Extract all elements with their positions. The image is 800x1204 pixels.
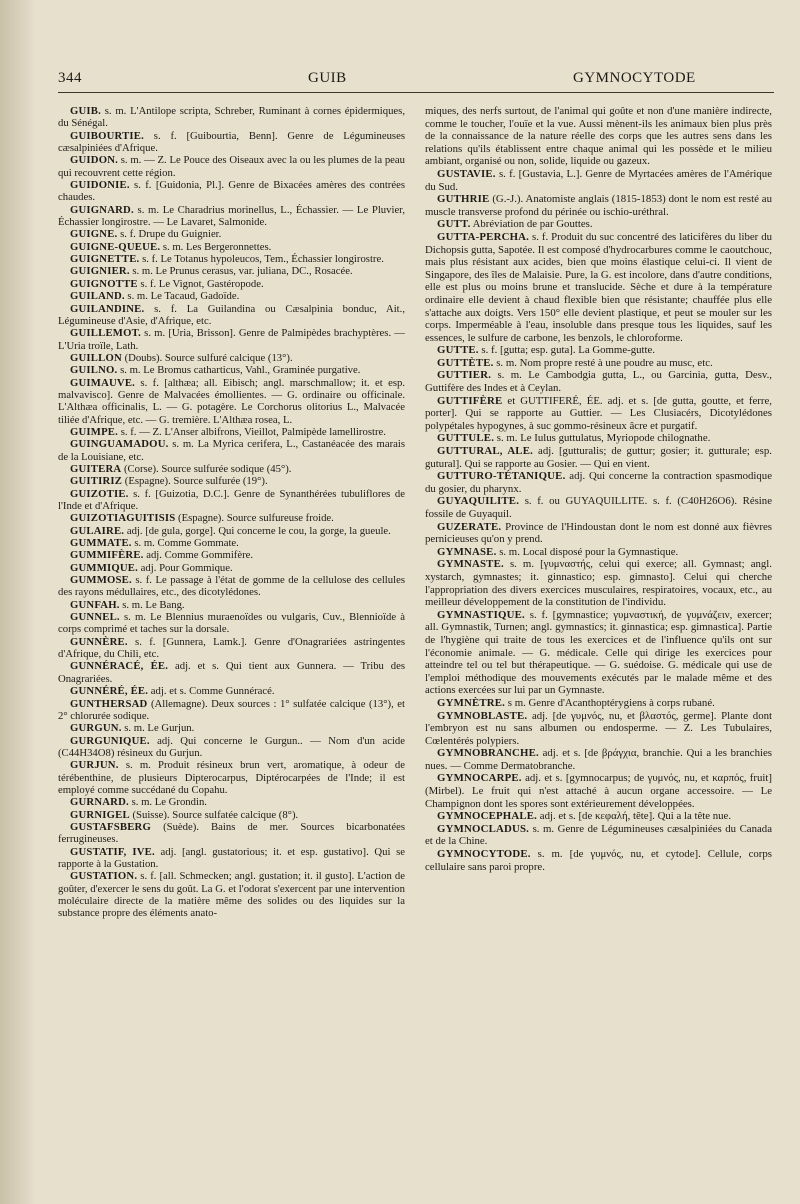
entry-definition: (G.-J.). Anatomiste anglais (1815-1853) dont le nom est resté au muscle transverse profond du périnée ou ischio-uréthral. <box>425 193 772 218</box>
entry-headword: GUTTURAL, ALE. <box>437 445 534 458</box>
entry-definition: s. m. Le Tacaud, Gadoïde. <box>124 290 240 303</box>
entry-definition: adj. et s. [de βράγχια, branchie. Qui a les branchies nues. — Comme Dermatobranche. <box>425 747 772 772</box>
dictionary-entry <box>58 438 405 463</box>
dictionary-entry <box>58 488 405 513</box>
entry-definition: s. f. [Guibourtia, Benn]. Genre de Légumineuses cæsalpiniées d'Afrique. <box>58 129 405 155</box>
running-head-left: GUIB <box>308 70 347 86</box>
dictionary-entry <box>425 823 772 848</box>
entry-headword: GUITIRIZ <box>70 475 123 488</box>
entry-headword: GYMNOCYTODE. <box>437 848 531 861</box>
entry-definition: s. f. Le passage à l'état de gomme de la cellulose des cellules des rayons médullaires, etc., des dicotylédones. <box>58 574 405 599</box>
dictionary-entry <box>58 278 405 290</box>
entry-headword: GUMMIFÈRE. <box>70 549 144 562</box>
entry-definition: s. f. Le Totanus hypoleucos, Tem., Échassier longirostre. <box>139 253 384 266</box>
dictionary-entry <box>425 697 772 710</box>
left-column <box>58 105 405 920</box>
entry-headword: GUTHRIE <box>437 193 490 206</box>
entry-definition: s. f. [Gustavia, L.]. Genre de Myrtacées amères de l'Amérique du Sud. <box>425 167 772 193</box>
entry-definition: adj. Pour Gommique. <box>138 561 233 574</box>
dictionary-entry <box>425 710 772 748</box>
entry-headword: GULAIRE. <box>70 524 125 537</box>
dictionary-entry <box>425 470 772 495</box>
dictionary-entry <box>58 846 405 871</box>
dictionary-entry <box>58 660 405 685</box>
entry-headword: GUINGUAMADOU. <box>70 438 169 451</box>
entry-headword: GUILNO. <box>70 364 118 377</box>
entry-definition: adj. Qui concerne la contraction spasmodique du gosier, du pharynx. <box>425 470 772 495</box>
entry-definition: adj. et s. Qui tient aux Gunnera. — Tribu des Onagrariées. <box>58 660 405 685</box>
dictionary-entry <box>58 475 405 487</box>
entry-definition: s. m. Le Blennius muraenoïdes ou vulgaris, Cuv., Blennioïde à corps comprimé et taches sur la dorsale. <box>58 611 405 636</box>
entry-definition: s. m. Nom propre resté à une poudre au musc, etc. <box>493 356 713 369</box>
entry-headword: GYMNOBLASTE. <box>437 709 528 722</box>
dictionary-entry <box>58 636 405 661</box>
dictionary-entry <box>425 495 772 520</box>
dictionary-entry <box>58 735 405 760</box>
entry-definition: s. f. Produit du suc concentré des laticifères du liber du Dichopsis gutta, Sapotée. Il est composé d'hydrocarbures comme le caoutchouc, mais plus résistant aux acides, bien que moins élastique celui-ci. Il vient de Singapore, des îles de Malaisie. Pure, la G. est incolore, dans d'autre conditions, elle est plus ou moins brune et translucide. Sèche et dure à la température ordinaire elle devient à chaud flexible bien que résistante; chauffée plus elle s'attache aux doigts. Vers 150° elle devient plastique, et peut se mouler sur les corps. Imperméable à l'eau, insoluble dans presque tous les liquides, sauf les essences, le sulfure de carbone, les benzols, le chloroforme. <box>425 230 772 344</box>
entry-definition: s. f. [Guidonia, Pl.]. Genre de Bixacées amères des contrées chaudes. <box>58 179 405 204</box>
dictionary-entry <box>425 432 772 445</box>
dictionary-entry <box>425 747 772 772</box>
dictionary-entry <box>425 231 772 344</box>
entry-headword: GUTTULE. <box>437 432 495 445</box>
dictionary-entry <box>58 241 405 253</box>
entry-headword: GUNTHERSAD <box>70 697 148 710</box>
entry-definition: s. m. Genre de Légumineuses cæsalpiniées du Canada et de la Chine. <box>425 822 772 848</box>
entry-definition: Province de l'Hindoustan dont le nom est donné aux fièvres pernicieuses qu'on y prend. <box>425 520 772 546</box>
dictionary-entry <box>425 369 772 394</box>
entry-definition: s. m. [γυμναστής, celui qui exerce; all. Gymnast; angl. xystarch, gymnastes; it. ginnastico; esp. gimnasto]. Celui qui cherche l'appropriation des divers exercices musculaires, respiratoires, vocaux, etc., au meilleur développement de la constitution de l'individu. <box>425 558 772 609</box>
entry-headword: GYMNASE. <box>437 545 497 558</box>
entry-definition: s. f. [gymnastice; γυμναστική, de γυμνάζειν, exercer; all. Gymnastik, Turnen; angl. gymnastics; it. ginnastica; esp. gimnastica]. Partie de l'hygiène qui traite de tous les exercices et de l'influence qu'ils ont sur l'économie animale. — G. médicale. Celle qui dirige les exercices pour atteindre tel ou tel but thérapeutique. — G. suédoise. G. médicale qui use de l'emploi méthodique des mouvements exécutés par le malade même et des actions exercées sur lui par un Gymnaste. <box>425 608 772 697</box>
entry-definition: miques, des nerfs surtout, de l'animal qui goûte et non d'une manière indirecte, comme le toucher, l'ouïe et la vue. Aussi mènent-ils les animaux bien plus près de la connaissance de la nature réelle des corps que les autres sens dans les relations qu'ils établissent entre chaque animal qui les possède et le milieu ambiant, organisé ou non, solide, liquide ou gazeux. <box>425 105 772 168</box>
dictionary-entry <box>58 204 405 229</box>
dictionary-entry <box>58 549 405 561</box>
entry-definition: s. m. — Z. Le Pouce des Oiseaux avec la ou les plumes de la peau qui recouvrent cette région. <box>58 154 405 179</box>
entry-headword: GUIBOURTIE. <box>70 129 144 142</box>
dictionary-entry <box>58 364 405 376</box>
entry-definition: (Espagne). Source sulfureuse froide. <box>175 512 334 525</box>
page-header <box>58 62 774 93</box>
entry-definition: adj. [de gula, gorge]. Qui concerne le cou, la gorge, la gueule. <box>124 524 391 537</box>
entry-headword: GURGUN. <box>70 722 122 735</box>
entry-headword: GUNNÉRACÉ, ÉE. <box>70 660 169 673</box>
entry-definition: s. m. Le Bang. <box>119 598 185 611</box>
dictionary-entry <box>58 685 405 697</box>
entry-definition: adj. Qui concerne le Gurgun.. — Nom d'un acide (C44H34O8) résineux du Gurjun. <box>58 734 405 759</box>
right-column <box>425 105 772 920</box>
entry-headword: GUTTA-PERCHA. <box>437 230 530 243</box>
entry-headword: GUSTATION. <box>70 870 138 883</box>
dictionary-entry <box>58 463 405 475</box>
dictionary-entry <box>58 303 405 328</box>
dictionary-entry <box>425 609 772 697</box>
entry-headword: GUIGNIER. <box>70 265 130 278</box>
dictionary-entry <box>58 130 405 155</box>
entry-definition: s. f. ou GUYAQUILLITE. s. f. (C40H26O6). Résine fossile de Guyaquil. <box>425 495 772 520</box>
entry-headword: GUILLEMOT. <box>70 327 141 340</box>
entry-definition: s. f. [gutta; esp. guta]. La Gomme-gutte. <box>478 344 656 357</box>
entry-definition: Abréviation de par Gouttes. <box>470 218 593 231</box>
dictionary-entry <box>58 105 405 130</box>
entry-headword: GUTTURO-TÉTANIQUE. <box>437 470 566 483</box>
text-columns <box>58 105 774 920</box>
entry-definition: s. f. [Gunnera, Lamk.]. Genre d'Onagrariées astringentes d'Afrique, du Chili, etc. <box>58 635 405 661</box>
entry-headword: GYMNOCLADUS. <box>437 822 530 835</box>
dictionary-entry <box>58 562 405 574</box>
dictionary-entry <box>425 357 772 370</box>
entry-headword: GURGUNIQUE. <box>70 734 150 747</box>
running-head-right: GYMNOCYTODE <box>573 70 696 86</box>
entry-definition: s m. Genre d'Acanthoptérygiens à corps rubané. <box>505 696 715 709</box>
entry-definition: adj. [de γυμνός, nu, et βλαστός, germe]. Plante dont l'embryon est nu sans albumen ou endosperme. — Z. Les Tubulaires, Cœlentérés polypiers. <box>425 709 772 747</box>
dictionary-entry <box>58 759 405 796</box>
entry-definition: s. m. [de γυμνός, nu, et cytode]. Cellule, corps cellulaire sans paroi propre. <box>425 848 772 873</box>
entry-definition: s. m. Local disposé pour la Gymnastique. <box>496 545 679 558</box>
entry-definition: s. f. [Guizotia, D.C.]. Genre de Synanthérées tubuliflores de l'Inde et d'Afrique. <box>58 487 405 512</box>
page-number: 344 <box>58 70 82 86</box>
entry-headword: GUSTAVIE. <box>437 167 496 180</box>
entry-headword: GURNIGEL <box>70 808 130 821</box>
entry-headword: GUTTIER. <box>437 369 492 382</box>
dictionary-entry <box>58 722 405 734</box>
entry-definition: (Suisse). Source sulfatée calcique (8°). <box>129 808 299 821</box>
entry-definition: s. m. Comme Gommate. <box>131 537 239 550</box>
dictionary-entry <box>58 253 405 265</box>
entry-headword: GUYAQUILITE. <box>437 495 520 508</box>
entry-headword: GUILANDINE. <box>70 302 145 315</box>
entry-headword: GUILAND. <box>70 290 125 303</box>
entry-definition: s. f. Le Vignot, Gastéropode. <box>137 277 264 290</box>
dictionary-entry <box>58 179 405 204</box>
entry-definition: s. f. La Guilandina ou Cæsalpinia bonduc, Ait., Légumineuse d'Asie, d'Afrique, etc. <box>58 302 405 327</box>
entry-definition: (Suède). Bains de mer. Sources bicarbonatées ferrugineuses. <box>58 820 405 846</box>
dictionary-entry <box>425 546 772 559</box>
entry-headword: GUIDONIE. <box>70 179 130 192</box>
entry-headword: GUITERA <box>70 462 122 475</box>
entry-headword: GUSTATIF, IVE. <box>70 845 155 858</box>
entry-definition: s. m. Le Bromus catharticus, Vahl., Graminée purgative. <box>117 364 361 377</box>
entry-headword: GUIDON. <box>70 154 119 167</box>
dictionary-entry <box>58 599 405 611</box>
entry-definition: s. f. Drupe du Guignier. <box>117 228 222 241</box>
dictionary-entry <box>58 821 405 846</box>
entry-definition: s. f. [all. Schmecken; angl. gustation; it. il gusto]. L'action de goûter, d'exercer le sens du goût. La G. et l'odorat s'exercent par une intervention moléculaire directe de la matière même des solides ou des liquides sur la substance propre des éléments anato- <box>58 870 405 920</box>
dictionary-entry <box>425 105 772 168</box>
entry-headword: GUZERATE. <box>437 520 502 533</box>
entry-headword: GUIZOTIAGUITISIS <box>70 512 176 525</box>
entry-headword: GUILLON <box>70 351 122 364</box>
dictionary-entry <box>425 521 772 546</box>
entry-definition: adj. et s. [gymnocarpus; de γυμνός, nu, et καρπός, fruit] (Mirbel). Le fruit qui n'est attaché à aucun organe accessoire. — Le Champignon dont les spores sont extérieurement développées. <box>425 772 772 810</box>
entry-headword: GUTTÈTE. <box>437 356 494 369</box>
entry-definition: s. m. Le Charadrius morinellus, L., Échassier. — Le Pluvier, Échassier longirostre. — Le Lavaret, Salmonide. <box>58 203 405 229</box>
entry-definition: s. m. Le Iulus guttulatus, Myriopode chilognathe. <box>494 432 711 445</box>
entry-definition: s. m. Le Cambodgia gutta, L., ou Garcinia, gutta, Desv., Guttifère des Indes et à Ceylan. <box>425 369 772 395</box>
dictionary-entry <box>58 525 405 537</box>
entry-headword: GUNNÉRÉ, ÉE. <box>70 685 149 698</box>
entry-definition: s. m. [Uria, Brisson]. Genre de Palmipèdes brachyptères. — L'Uria troïle, Lath. <box>58 327 405 352</box>
entry-headword: GYMNOCARPE. <box>437 772 522 785</box>
dictionary-entry <box>58 796 405 808</box>
entry-headword: GYMNOBRANCHE. <box>437 747 539 760</box>
entry-headword: GUIGNETTE. <box>70 253 140 266</box>
dictionary-entry <box>58 512 405 524</box>
entry-headword: GUNFAH. <box>70 598 120 611</box>
entry-headword: GUIMAUVE. <box>70 376 136 389</box>
entry-definition: (Doubs). Source sulfuré calcique (13°). <box>121 351 293 364</box>
entry-headword: GUNNEL. <box>70 611 120 624</box>
dictionary-entry <box>425 848 772 873</box>
entry-definition: (Allemagne). Deux sources : 1° sulfatée calcique (13°), et 2° chlorurée sodique. <box>58 697 405 722</box>
entry-headword: GUIB. <box>70 105 101 117</box>
entry-definition: adj. et s. [de κεφαλή, tête]. Qui a la tête nue. <box>537 810 732 823</box>
entry-definition: s. f. [althæa; all. Eibisch; angl. marschmallow; it. et esp. malvavisco]. Genre de Malvacées émollientes. — G. ordinaire ou officinale. L'Althæa officinalis, L. — G. potagère. Le Corchorus olitorius L., Malvacée tiliée d'Afrique, etc. — G. tremière. L'Althæa rosea, L. <box>58 376 405 426</box>
dictionary-entry <box>425 445 772 470</box>
entry-definition: s. m. La Myrica cerifera, L., Castanéacée des marais de la Louisiane, etc. <box>58 438 405 463</box>
entry-definition: s. m. Produit résineux brun vert, aromatique, à odeur de térébenthine, de plusieurs Dipterocarpus, Diptérocarpées de l'Inde; il est employé comme succédané du Copahu. <box>58 759 405 796</box>
entry-headword: GYMNASTIQUE. <box>437 608 525 621</box>
entry-headword: GYMNASTE. <box>437 558 504 571</box>
entry-headword: GUTT. <box>437 218 471 231</box>
dictionary-entry <box>425 168 772 193</box>
dictionary-entry <box>425 344 772 357</box>
entry-definition: adj. Comme Gommifère. <box>143 549 254 562</box>
entry-headword: GURJUN. <box>70 759 119 772</box>
entry-definition: s. m. L'Antilope scripta, Schreber, Ruminant à cornes épidermiques, du Sénégal. <box>58 105 405 130</box>
entry-definition: s. m. Les Bergeronnettes. <box>160 240 272 253</box>
dictionary-entry <box>58 870 405 919</box>
entry-definition: adj. [gutturalis; de guttur; gosier; it. gutturale; esp. gutural]. Qui se rapporte au Gosier. — Qui en vient. <box>425 445 772 470</box>
entry-headword: GUIGNOTTE <box>70 277 138 290</box>
entry-definition: adj. et s. Comme Gunnéracé. <box>148 685 275 698</box>
dictionary-entry <box>58 290 405 302</box>
entry-definition: adj. [angl. gustatorious; it. et esp. gustativo]. Qui se rapporte à la Gustation. <box>58 845 406 870</box>
dictionary-entry <box>58 426 405 438</box>
dictionary-entry <box>58 611 405 636</box>
entry-definition: s. m. Le Gurjun. <box>121 722 195 735</box>
entry-headword: GYMNÈTRE. <box>437 696 506 709</box>
entry-headword: GUIZOTIE. <box>70 487 129 500</box>
entry-definition: s. m. Le Prunus cerasus, var. juliana, DC., Rosacée. <box>129 265 353 278</box>
dictionary-entry <box>58 537 405 549</box>
entry-headword: GUMMOSE. <box>70 574 132 587</box>
dictionary-entry <box>58 352 405 364</box>
entry-headword: GUIGNE. <box>70 228 118 241</box>
entry-headword: GUMMIQUE. <box>70 561 138 574</box>
entry-headword: GUIMPE. <box>70 425 119 438</box>
dictionary-entry <box>425 193 772 218</box>
dictionary-entry <box>425 218 772 231</box>
dictionary-entry <box>58 377 405 426</box>
scan-edge <box>0 0 36 1204</box>
dictionary-entry <box>58 154 405 179</box>
entry-headword: GUNNÈRE. <box>70 635 128 648</box>
entry-headword: GUTTE. <box>437 344 479 357</box>
entry-headword: GYMNOCEPHALE. <box>437 810 538 823</box>
entry-definition: s. m. Le Grondin. <box>128 796 207 809</box>
entry-headword: GUIGNE-QUEUE. <box>70 240 161 253</box>
dictionary-entry <box>58 698 405 723</box>
dictionary-entry <box>425 810 772 823</box>
entry-headword: GUTTIFÈRE <box>437 394 503 407</box>
entry-headword: GURNARD. <box>70 796 129 809</box>
entry-headword: GUSTAFSBERG <box>70 820 151 833</box>
dictionary-entry <box>58 327 405 352</box>
dictionary-entry <box>425 558 772 608</box>
entry-headword: GUIGNARD. <box>70 203 134 216</box>
dictionary-entry <box>58 809 405 821</box>
entry-definition: (Espagne). Source sulfurée (19°). <box>122 475 268 488</box>
dictionary-entry <box>58 574 405 599</box>
dictionary-entry <box>58 265 405 277</box>
dictionary-entry <box>425 772 772 810</box>
entry-headword: GUMMATE. <box>70 537 132 550</box>
dictionary-entry <box>58 228 405 240</box>
entry-definition: et GUTTIFERÉ, ÉE. adj. et s. [de gutta, goutte, et ferre, porter]. Qui se rapporte au Guttier. — Les Clusiacérs, Dicotylédones polypétales hypogynes, à suc gommo-résineux âcre et purgatif. <box>425 394 772 432</box>
dictionary-entry <box>425 395 772 433</box>
entry-definition: s. f. — Z. L'Anser albifrons, Vieillot, Palmipède lamellirostre. <box>118 425 386 438</box>
entry-definition: (Corse). Source sulfurée sodique (45°). <box>121 462 292 475</box>
